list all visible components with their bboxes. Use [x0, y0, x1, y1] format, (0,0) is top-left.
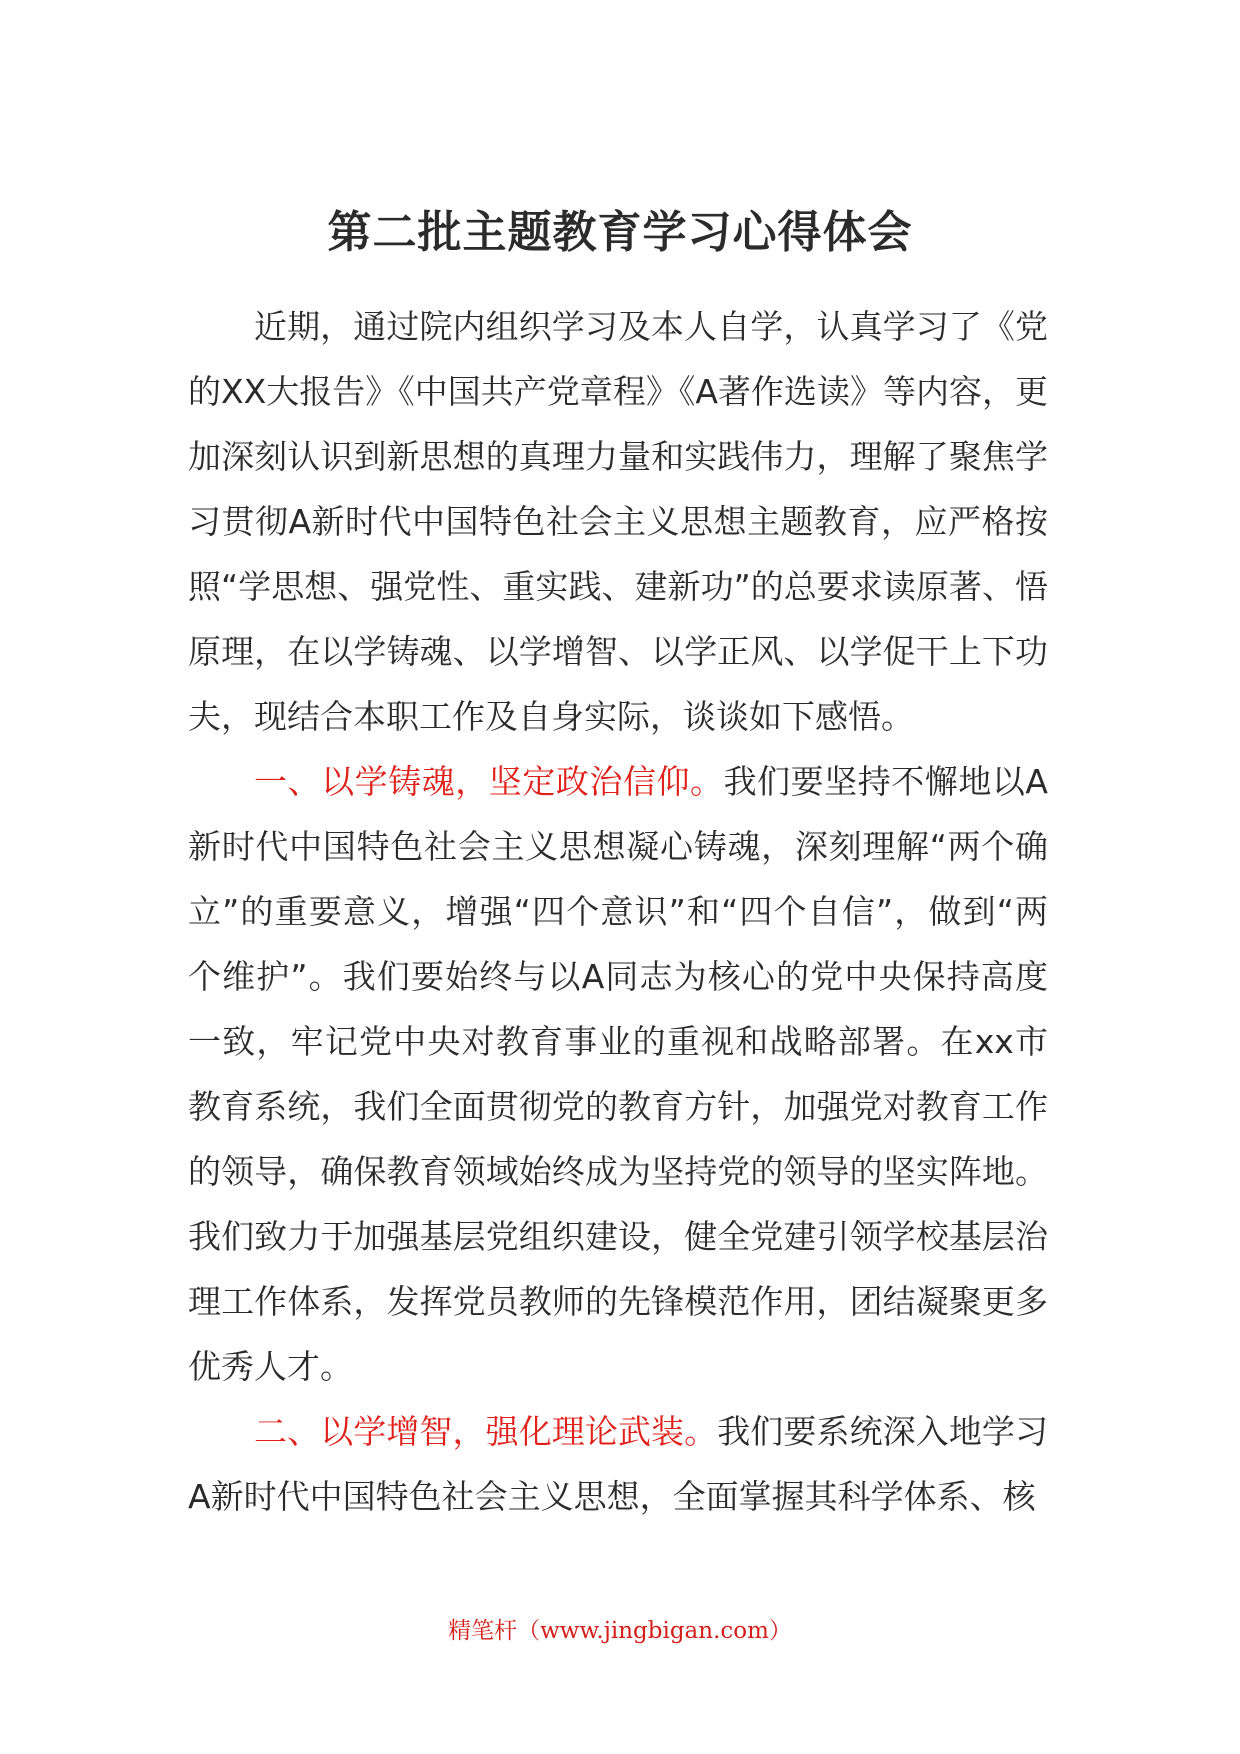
paragraph-section-2 — [188, 1399, 1048, 1529]
paragraph-section-1 — [188, 749, 1048, 1399]
section-2-heading: 二、以学增智，强化理论武装。 — [254, 1412, 718, 1451]
paragraph-intro-text: 近期，通过院内组织学习及本人自学，认真学习了《党的XX大报告》《中国共产党章程》《A著作选读》等内容，更加深刻认识到新思想的真理力量和实践伟力，理解了聚焦学习贯彻A新时代中国特色社会主义思想主题教育，应严格按照“学思想、强党性、重实践、建新功”的总要求读原著、悟原理，在以学铸魂、以学增智、以学正风、以学促干上下功夫，现结合本职工作及自身实际，谈谈如下感悟。 — [188, 307, 1048, 736]
section-2-text: 我们要系统深入地学习A新时代中国特色社会主义思想，全面掌握其科学体系、核 — [188, 1412, 1049, 1516]
paragraph-intro — [188, 294, 1048, 749]
section-1-heading: 一、以学铸魂，坚定政治信仰。 — [254, 762, 724, 801]
document-body — [188, 294, 1048, 1529]
document-title: 第二批主题教育学习心得体会 — [327, 207, 913, 258]
section-1-text: 我们要坚持不懈地以A新时代中国特色社会主义思想凝心铸魂，深刻理解“两个确立”的重要意义，增强“四个意识”和“四个自信”，做到“两个维护”。我们要始终与以A同志为核心的党中央保持高度一致，牢记党中央对教育事业的重视和战略部署。在xx市教育系统，我们全面贯彻党的教育方针，加强党对教育工作的领导，确保教育领域始终成为坚持党的领导的坚实阵地。我们致力于加强基层党组织建设，健全党建引领学校基层治理工作体系，发挥党员教师的先锋模范作用，团结凝聚更多优秀人才。 — [188, 762, 1048, 1386]
footer-watermark-link[interactable]: 精笔杆（www.jingbigan.com） — [448, 1618, 792, 1644]
